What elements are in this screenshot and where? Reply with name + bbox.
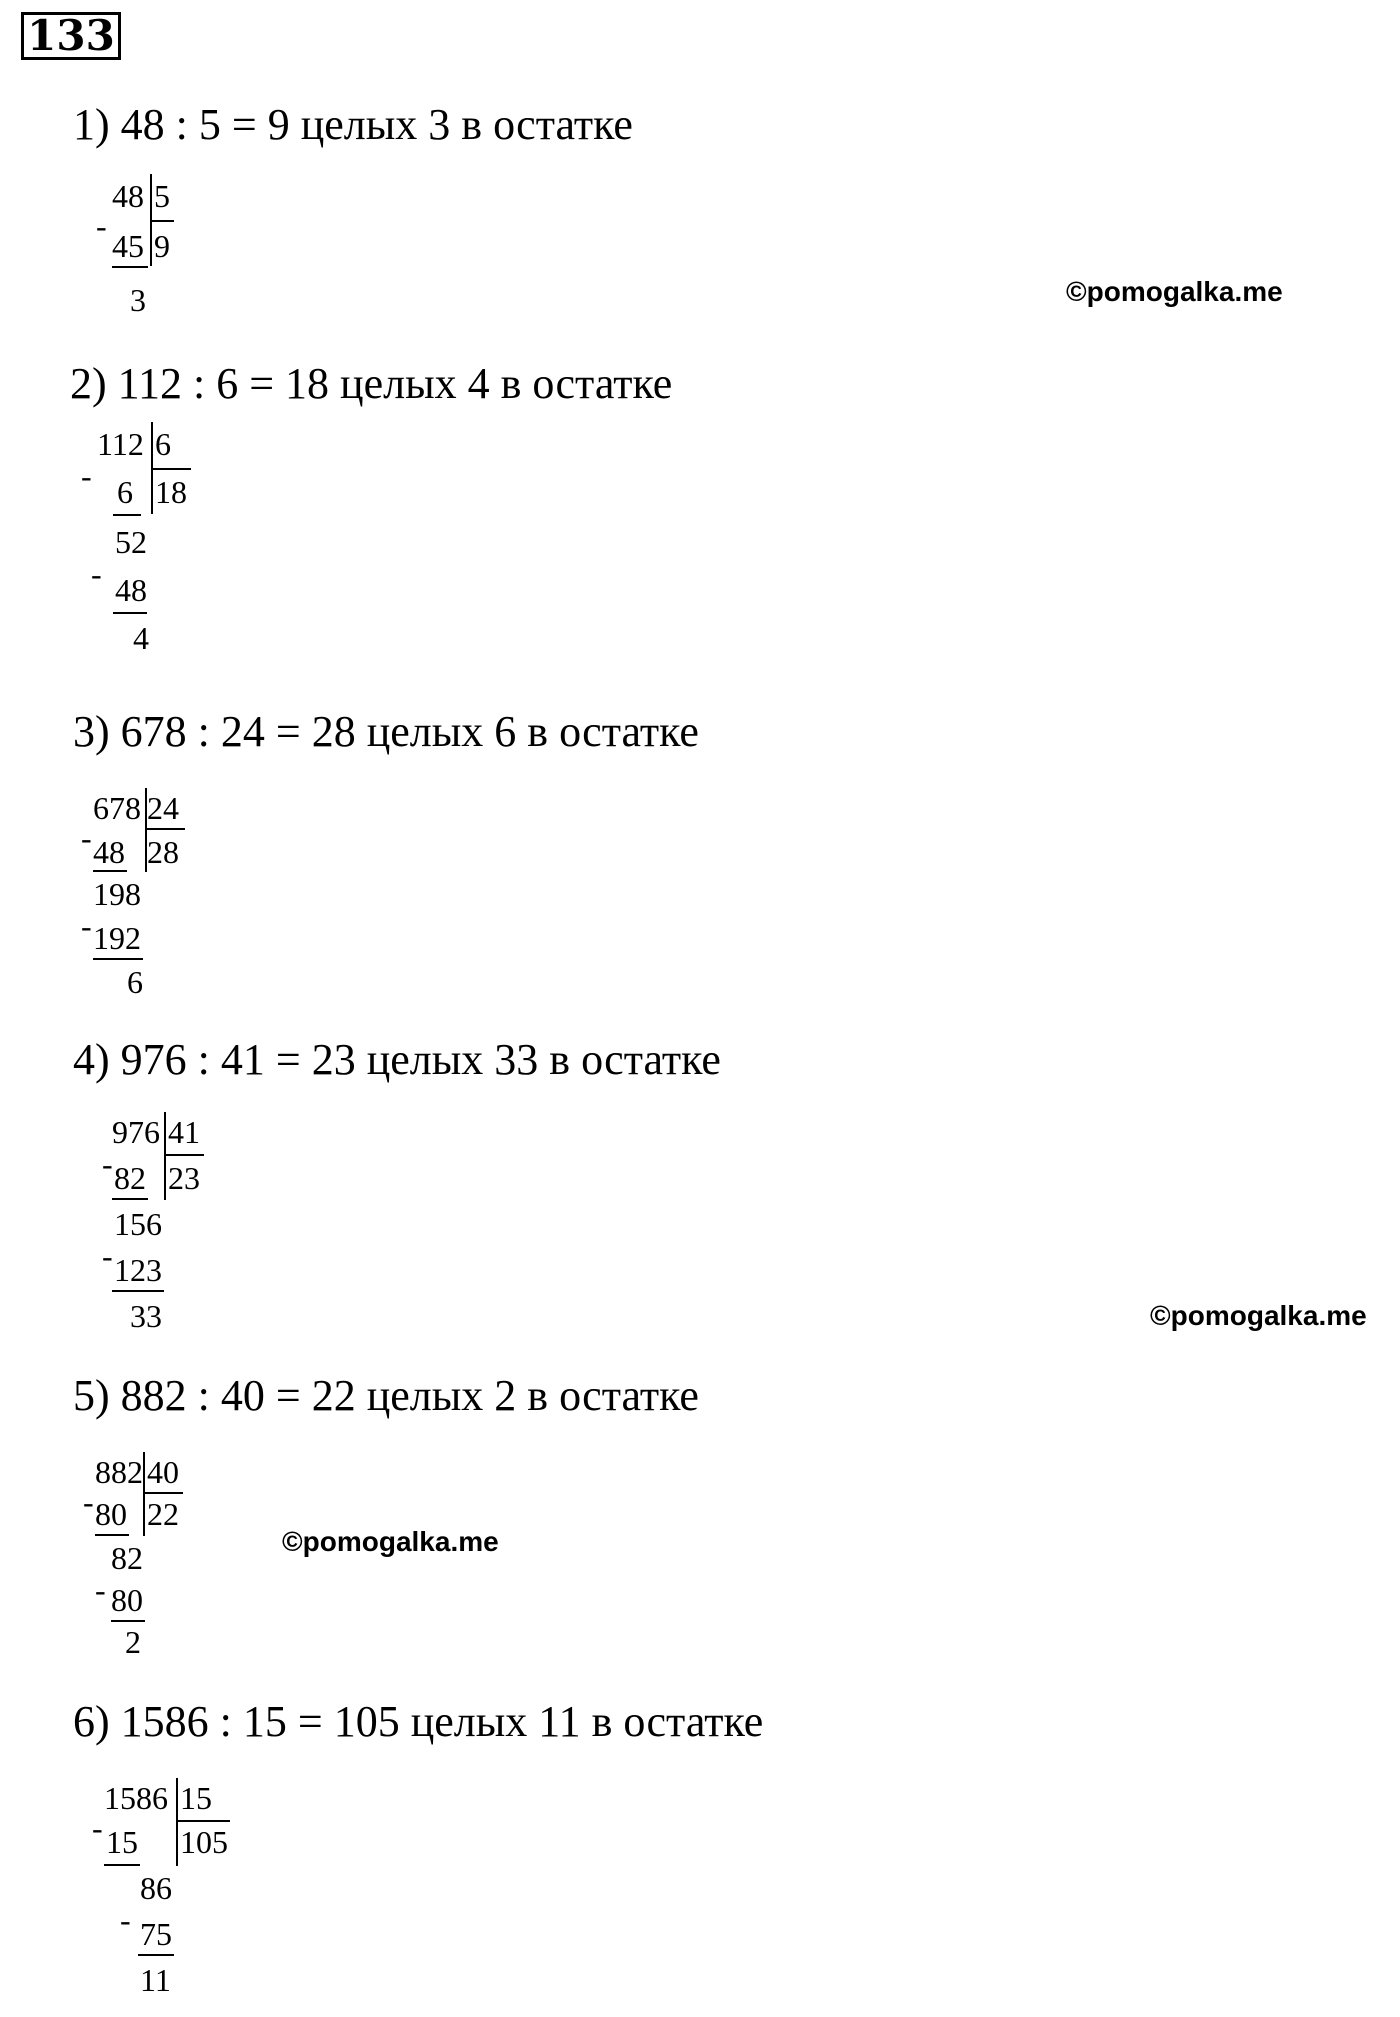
subtrahend: 48 bbox=[115, 572, 147, 608]
equation-1: 1) 48 : 5 = 9 целых 3 в остатке bbox=[73, 100, 633, 149]
equation-4: 4) 976 : 41 = 23 целых 33 в остатке bbox=[73, 1035, 721, 1084]
remainder: 6 bbox=[127, 964, 143, 1000]
equation-3: 3) 678 : 24 = 28 целых 6 в остатке bbox=[73, 707, 699, 756]
division-bracket-horizontal bbox=[151, 468, 191, 470]
quotient: 105 bbox=[180, 1824, 228, 1860]
subtrahend: 192 bbox=[93, 920, 141, 956]
subtrahend: 123 bbox=[114, 1252, 162, 1288]
quotient: 23 bbox=[168, 1160, 200, 1196]
underline bbox=[112, 1198, 148, 1200]
division-bracket-horizontal bbox=[145, 828, 185, 830]
subtrahend: 80 bbox=[111, 1582, 143, 1618]
underline bbox=[112, 266, 148, 268]
division-bracket-vertical bbox=[164, 1112, 166, 1200]
subtrahend: 75 bbox=[140, 1916, 172, 1952]
division-bracket-horizontal bbox=[150, 220, 174, 222]
underline bbox=[111, 1620, 145, 1622]
partial-dividend: 82 bbox=[111, 1540, 143, 1576]
divisor: 5 bbox=[154, 178, 170, 214]
remainder: 11 bbox=[140, 1962, 171, 1998]
underline bbox=[138, 1954, 174, 1956]
minus-sign: - bbox=[102, 1146, 113, 1182]
remainder: 2 bbox=[125, 1624, 141, 1660]
minus-sign: - bbox=[120, 1902, 131, 1938]
dividend: 112 bbox=[97, 426, 144, 462]
underline bbox=[93, 958, 143, 960]
subtrahend: 82 bbox=[114, 1160, 146, 1196]
underline bbox=[113, 514, 141, 516]
minus-sign: - bbox=[92, 1810, 103, 1846]
minus-sign: - bbox=[81, 820, 92, 856]
equation-2: 2) 112 : 6 = 18 целых 4 в остатке bbox=[70, 359, 673, 408]
partial-dividend: 86 bbox=[140, 1870, 172, 1906]
division-bracket-horizontal bbox=[164, 1154, 204, 1156]
divisor: 41 bbox=[168, 1114, 200, 1150]
remainder: 33 bbox=[130, 1298, 162, 1334]
dividend: 48 bbox=[112, 178, 144, 214]
subtrahend: 48 bbox=[93, 834, 125, 870]
division-bracket-vertical bbox=[143, 1452, 145, 1536]
underline bbox=[93, 870, 127, 872]
watermark: ©pomogalka.me bbox=[282, 1526, 499, 1557]
subtrahend: 80 bbox=[95, 1496, 127, 1532]
equation-5: 5) 882 : 40 = 22 целых 2 в остатке bbox=[73, 1371, 699, 1420]
watermark: ©pomogalka.me bbox=[1150, 1300, 1367, 1331]
dividend: 882 bbox=[95, 1454, 143, 1490]
partial-dividend: 156 bbox=[114, 1206, 162, 1242]
division-bracket-horizontal bbox=[176, 1820, 230, 1822]
task-number: 133 bbox=[21, 12, 121, 60]
underline bbox=[112, 1290, 164, 1292]
minus-sign: - bbox=[81, 458, 92, 494]
divisor: 24 bbox=[147, 790, 179, 826]
remainder: 3 bbox=[130, 282, 146, 318]
division-bracket-vertical bbox=[176, 1778, 178, 1866]
minus-sign: - bbox=[95, 1572, 106, 1608]
dividend: 678 bbox=[93, 790, 141, 826]
partial-dividend: 198 bbox=[93, 876, 141, 912]
quotient: 18 bbox=[155, 474, 187, 510]
division-bracket-horizontal bbox=[143, 1492, 183, 1494]
equation-6: 6) 1586 : 15 = 105 целых 11 в остатке bbox=[73, 1697, 764, 1746]
divisor: 40 bbox=[147, 1454, 179, 1490]
quotient: 9 bbox=[154, 228, 170, 264]
dividend: 976 bbox=[112, 1114, 160, 1150]
minus-sign: - bbox=[83, 1484, 94, 1520]
divisor: 6 bbox=[155, 426, 171, 462]
watermark: ©pomogalka.me bbox=[1066, 276, 1283, 307]
subtrahend: 6 bbox=[117, 474, 133, 510]
minus-sign: - bbox=[81, 908, 92, 944]
subtrahend: 15 bbox=[106, 1824, 138, 1860]
quotient: 28 bbox=[147, 834, 179, 870]
minus-sign: - bbox=[96, 208, 107, 244]
quotient: 22 bbox=[147, 1496, 179, 1532]
subtrahend: 45 bbox=[112, 228, 144, 264]
dividend: 1586 bbox=[104, 1780, 168, 1816]
underline bbox=[113, 612, 147, 614]
underline bbox=[95, 1534, 129, 1536]
minus-sign: - bbox=[102, 1238, 113, 1274]
underline bbox=[104, 1864, 140, 1866]
partial-dividend: 52 bbox=[115, 524, 147, 560]
minus-sign: - bbox=[91, 556, 102, 592]
remainder: 4 bbox=[133, 620, 149, 656]
divisor: 15 bbox=[180, 1780, 212, 1816]
